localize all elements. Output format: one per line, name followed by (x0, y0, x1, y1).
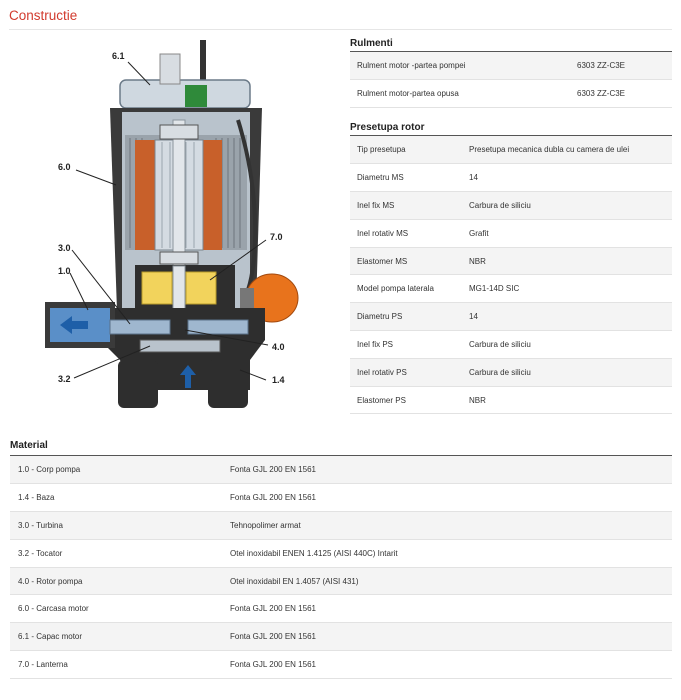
callout-1-4: 1.4 (272, 375, 285, 385)
row-value: Fonta GJL 200 EN 1561 (222, 595, 672, 623)
callout-1-0: 1.0 (58, 266, 71, 276)
row-value: Grafit (462, 219, 672, 247)
table-row (10, 456, 672, 484)
row-value: Presetupa mecanica dubla cu camera de ulei (462, 136, 672, 164)
row-label: Inel fix MS (350, 192, 462, 220)
row-value: MG1-14D SIC (462, 275, 672, 303)
row-value: Tehnopolimer armat (222, 512, 672, 540)
table-row (350, 192, 672, 220)
row-value: Fonta GJL 200 EN 1561 (222, 456, 672, 484)
row-label: 1.4 - Baza (10, 484, 222, 512)
row-label: 3.2 - Tocator (10, 539, 222, 567)
table-row (10, 512, 672, 540)
row-value: Carbura de siliciu (462, 358, 672, 386)
row-label: Diametru PS (350, 303, 462, 331)
table-row (10, 484, 672, 512)
rulmenti-section (350, 38, 672, 108)
table-row (10, 651, 672, 679)
callout-3-0: 3.0 (58, 243, 71, 253)
rulmenti-title: Rulmenti (350, 38, 672, 52)
table-row (350, 386, 672, 414)
row-label: 6.1 - Capac motor (10, 623, 222, 651)
callout-6-1: 6.1 (112, 51, 125, 61)
row-label: Inel rotativ MS (350, 219, 462, 247)
table-row (350, 136, 672, 164)
table-row (350, 80, 672, 108)
row-label: Inel fix PS (350, 331, 462, 359)
table-row (350, 164, 672, 192)
row-label: Elastomer PS (350, 386, 462, 414)
row-label: 7.0 - Lanterna (10, 651, 222, 679)
material-title: Material (10, 440, 672, 456)
table-row (10, 539, 672, 567)
row-label: Inel rotativ PS (350, 358, 462, 386)
table-row (350, 358, 672, 386)
row-value: Otel inoxidabil ENEN 1.4125 (AISI 440C) Intarit (222, 539, 672, 567)
table-row (350, 247, 672, 275)
table-row (350, 52, 672, 80)
table-row (10, 623, 672, 651)
table-row (350, 219, 672, 247)
row-label: Model pompa laterala (350, 275, 462, 303)
presetupa-table (350, 136, 672, 414)
row-value: Carbura de siliciu (462, 331, 672, 359)
table-row (350, 275, 672, 303)
row-value: 14 (462, 164, 672, 192)
table-row (350, 331, 672, 359)
row-value: NBR (462, 386, 672, 414)
presetupa-title: Presetupa rotor (350, 122, 672, 136)
row-value: NBR (462, 247, 672, 275)
title-divider (9, 29, 672, 30)
row-label: 4.0 - Rotor pompa (10, 567, 222, 595)
page-title: Constructie (9, 8, 78, 23)
table-row (10, 595, 672, 623)
row-label: Elastomer MS (350, 247, 462, 275)
row-value: 6303 ZZ-C3E (570, 52, 672, 80)
row-value: Fonta GJL 200 EN 1561 (222, 651, 672, 679)
row-value: Otel inoxidabil EN 1.4057 (AISI 431) (222, 567, 672, 595)
material-table (10, 456, 672, 679)
row-label: 1.0 - Corp pompa (10, 456, 222, 484)
row-label: 6.0 - Carcasa motor (10, 595, 222, 623)
row-label: Diametru MS (350, 164, 462, 192)
callout-3-2: 3.2 (58, 374, 71, 384)
row-label: 3.0 - Turbina (10, 512, 222, 540)
row-label: Tip presetupa (350, 136, 462, 164)
callout-4-0: 4.0 (272, 342, 285, 352)
rulmenti-table (350, 52, 672, 108)
table-row (10, 567, 672, 595)
row-value: 6303 ZZ-C3E (570, 80, 672, 108)
pump-diagram (10, 40, 330, 410)
pump-cross-section-image (10, 40, 330, 410)
callout-6-0: 6.0 (58, 162, 71, 172)
presetupa-section (350, 122, 672, 414)
row-label: Rulment motor-partea opusa (350, 80, 570, 108)
row-label: Rulment motor -partea pompei (350, 52, 570, 80)
callout-7-0: 7.0 (270, 232, 283, 242)
row-value: Carbura de siliciu (462, 192, 672, 220)
row-value: Fonta GJL 200 EN 1561 (222, 623, 672, 651)
row-value: Fonta GJL 200 EN 1561 (222, 484, 672, 512)
row-value: 14 (462, 303, 672, 331)
material-section (10, 440, 672, 679)
table-row (350, 303, 672, 331)
